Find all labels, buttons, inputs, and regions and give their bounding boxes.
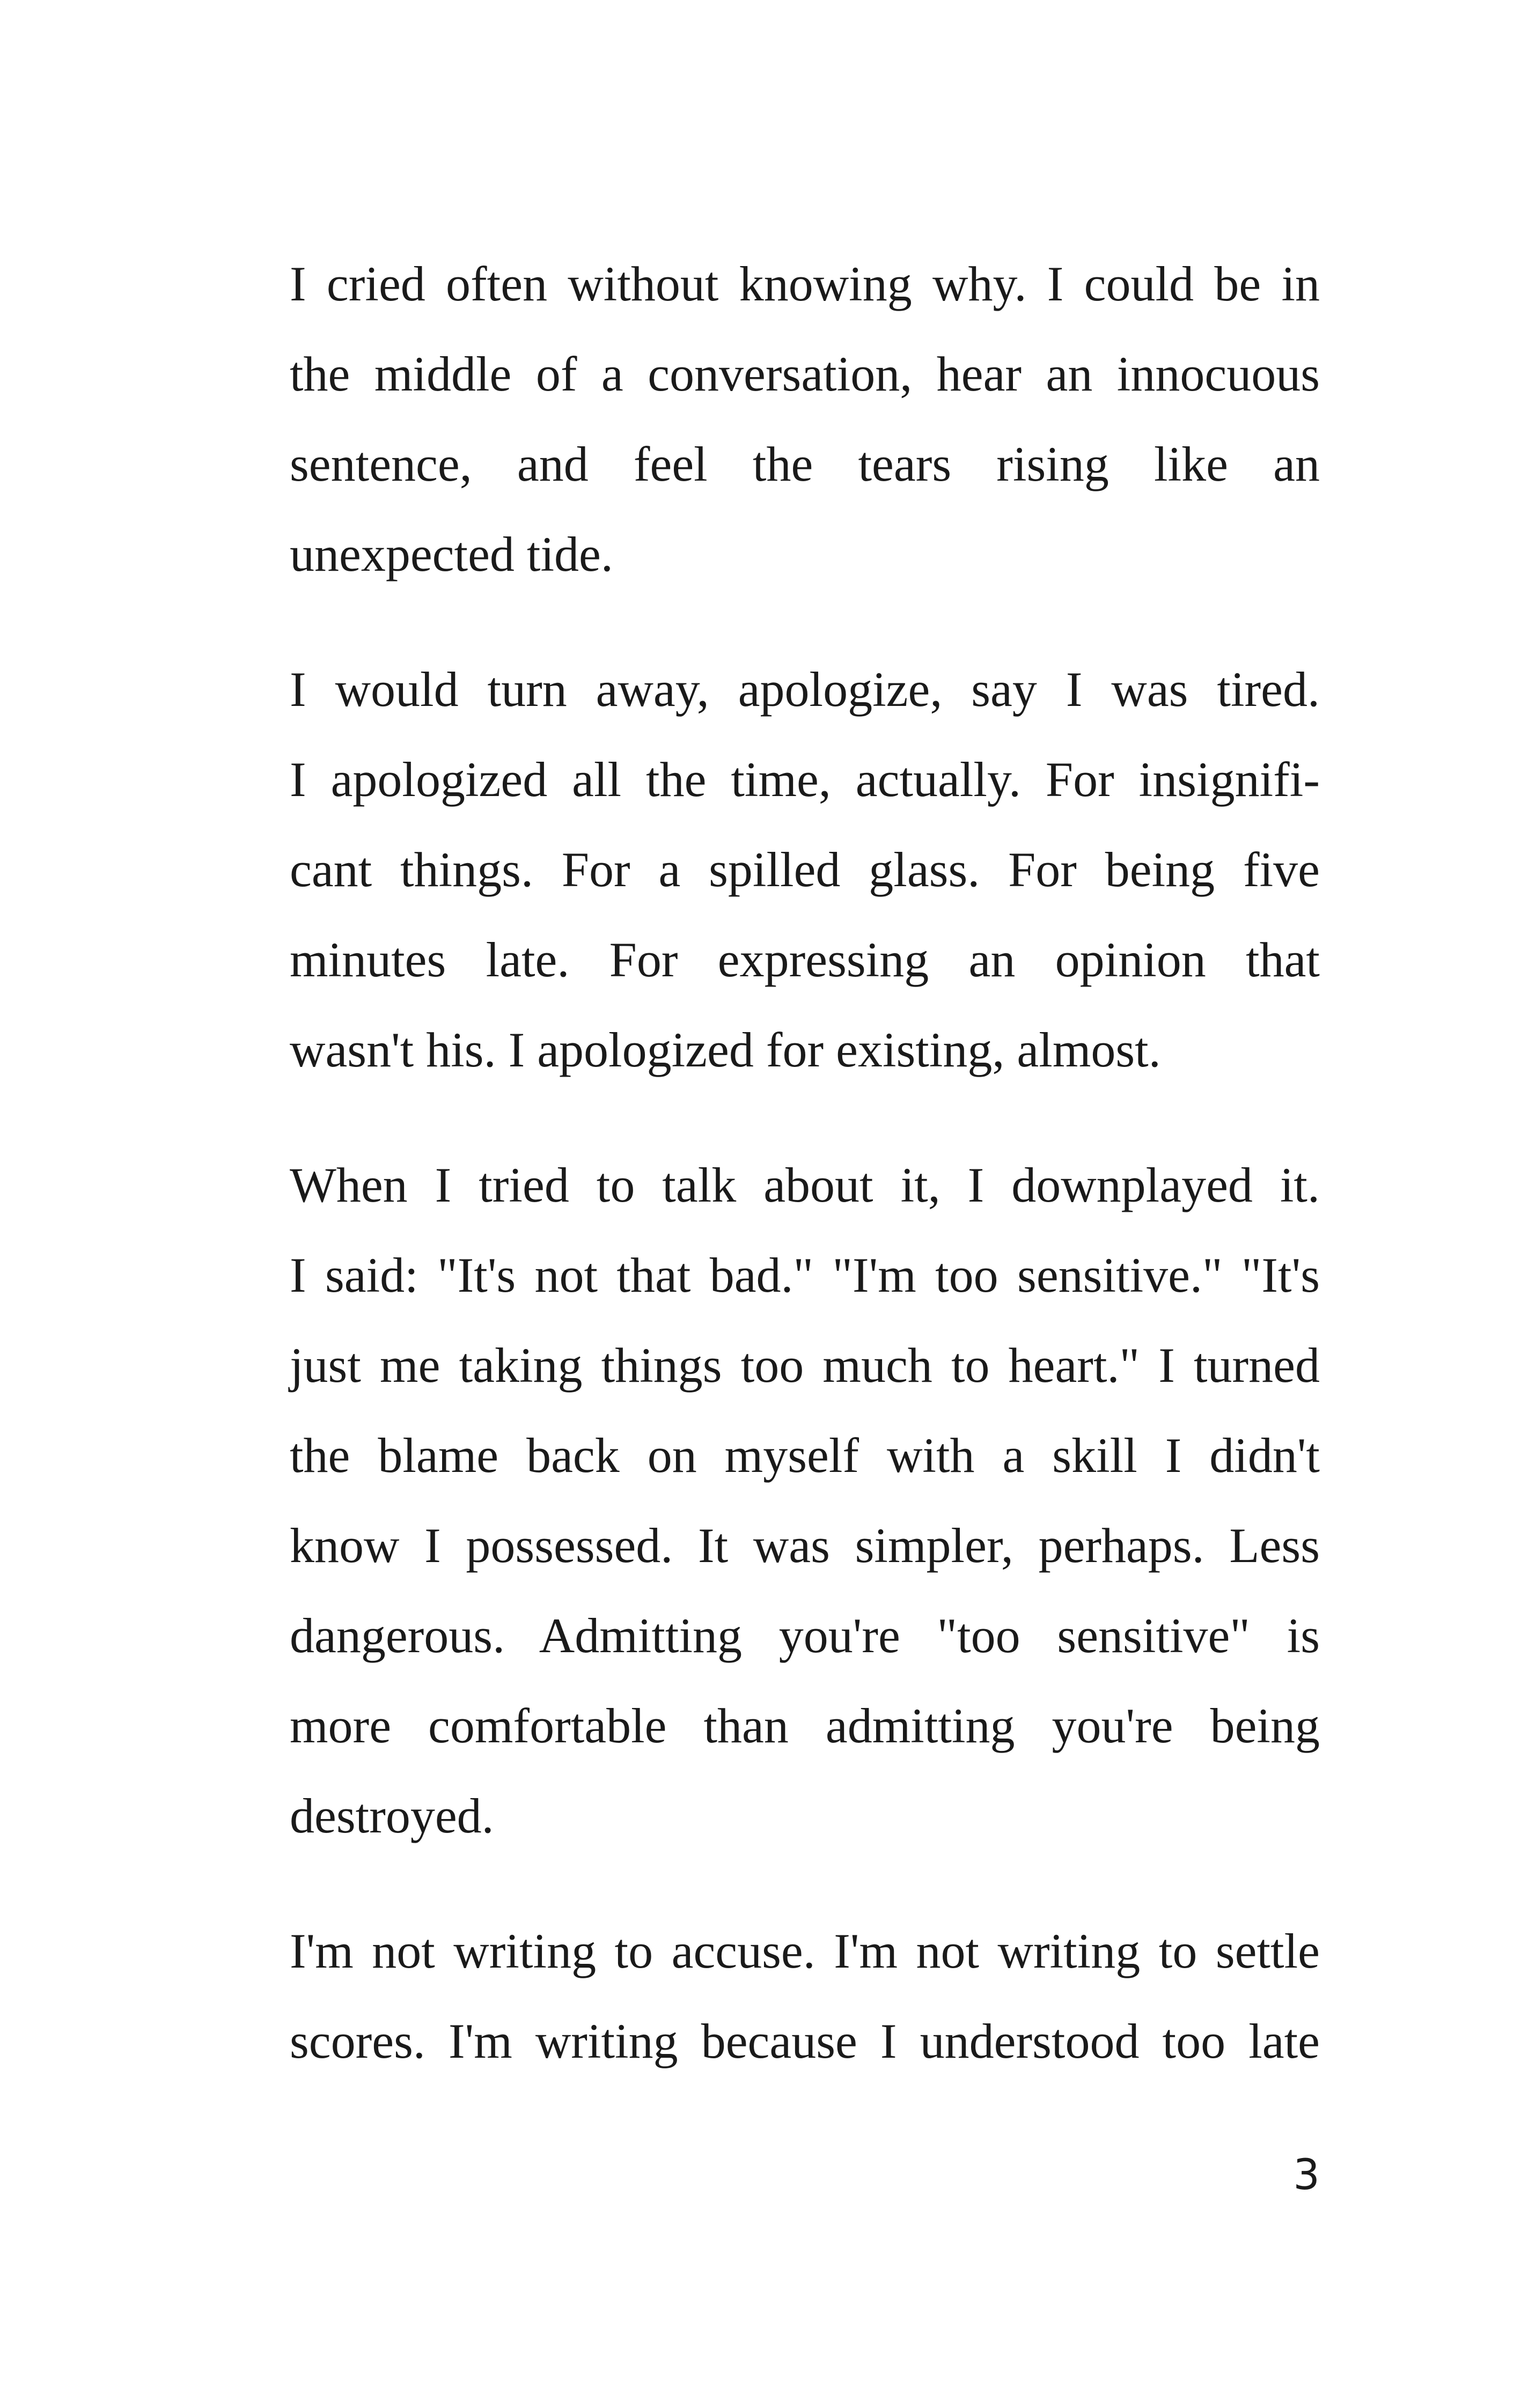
paragraph-3 [290, 1140, 1320, 1861]
text-line: the middle of a conversation, hear an innocuous [290, 347, 1320, 401]
page-number: 3 [1293, 2151, 1320, 2199]
body-text [290, 239, 1320, 2086]
paragraph-4 [290, 1906, 1320, 2086]
text-line: dangerous. Admitting you're "too sensitive" is [290, 1608, 1320, 1663]
text-line: know I possessed. It was simpler, perhaps. Less [290, 1518, 1320, 1573]
text-line: wasn't his. I apologized for existing, almost. [290, 1022, 1161, 1077]
text-line: more comfortable than admitting you're being [290, 1698, 1320, 1753]
text-line: I cried often without knowing why. I could be in [290, 256, 1320, 311]
text-line: I'm not writing to accuse. I'm not writing to settle [290, 1924, 1320, 1978]
text-line: the blame back on myself with a skill I didn't [290, 1428, 1320, 1483]
text-line: sentence, and feel the tears rising like an [290, 437, 1320, 491]
text-line: just me taking things too much to heart." I turned [290, 1338, 1320, 1393]
text-line: scores. I'm writing because I understood too late [290, 2014, 1320, 2068]
text-line: unexpected tide. [290, 527, 613, 581]
text-line: I apologized all the time, actually. For insignifi- [290, 752, 1320, 807]
text-line: I said: "It's not that bad." "I'm too sensitive." "It's [290, 1248, 1320, 1302]
text-line: destroyed. [290, 1788, 494, 1843]
text-line: cant things. For a spilled glass. For being five [290, 842, 1320, 897]
text-line: I would turn away, apologize, say I was tired. [290, 662, 1320, 717]
text-line: minutes late. For expressing an opinion that [290, 932, 1320, 987]
paragraph-2 [290, 644, 1320, 1095]
paragraph-1 [290, 239, 1320, 599]
text-line: When I tried to talk about it, I downplayed it. [290, 1158, 1320, 1212]
